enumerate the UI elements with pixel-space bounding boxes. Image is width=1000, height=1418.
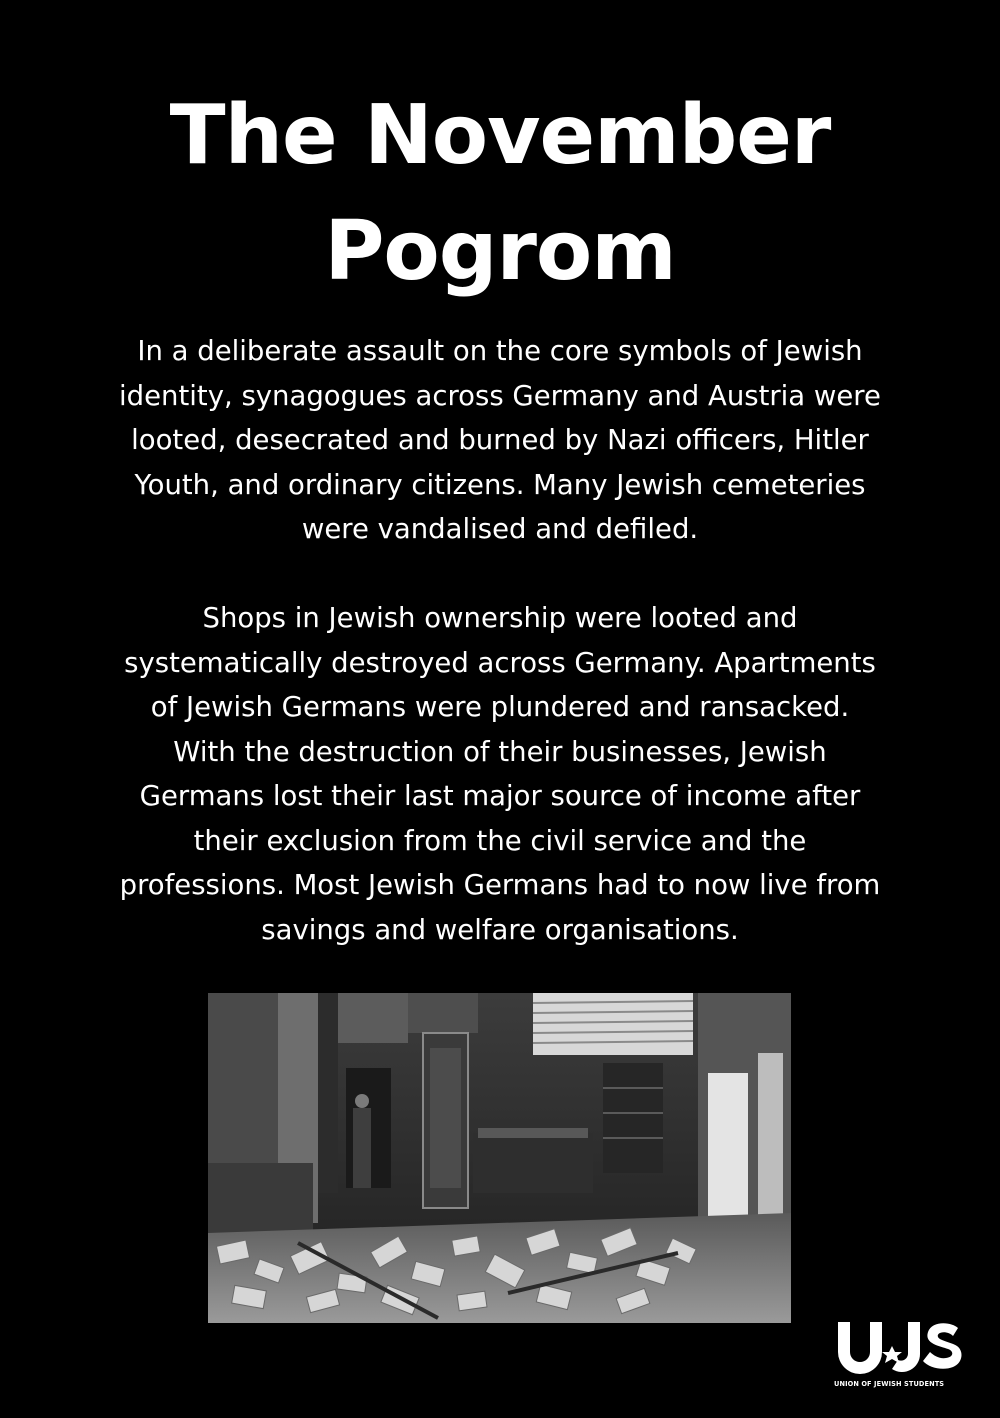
paragraph-line: With the destruction of their businesses, Jewish xyxy=(173,735,827,768)
title-line-1: The November xyxy=(169,88,831,183)
paragraph-line: looted, desecrated and burned by Nazi officers, Hitler xyxy=(131,424,869,456)
paragraph-line: their exclusion from the civil service and the xyxy=(193,824,807,857)
photo-illustration xyxy=(208,993,791,1323)
paragraph-line: savings and welfare organisations. xyxy=(261,913,739,946)
ujs-logo-caption: UNION OF JEWISH STUDENTS xyxy=(834,1380,945,1388)
paragraph-line: Germans lost their last major source of income after xyxy=(139,780,861,812)
paragraph-shops xyxy=(80,596,920,952)
paragraph-line: systematically destroyed across Germany. Apartments xyxy=(124,646,876,679)
ujs-logo-mark xyxy=(834,1318,968,1376)
paragraph-line: Shops in Jewish ownership were looted and xyxy=(202,602,798,634)
paragraph-line: Youth, and ordinary citizens. Many Jewish cemeteries xyxy=(134,468,866,501)
paragraph-line: were vandalised and defiled. xyxy=(301,513,699,545)
ujs-logo xyxy=(834,1318,968,1393)
paragraph-line: In a deliberate assault on the core symbols of Jewish xyxy=(137,335,863,367)
paragraph-line: identity, synagogues across Germany and Austria were xyxy=(119,379,881,412)
paragraph-line: of Jewish Germans were plundered and ransacked. xyxy=(150,691,850,723)
paragraph-line: professions. Most Jewish Germans had to now live from xyxy=(119,869,881,901)
historical-photo-destroyed-shop xyxy=(208,993,791,1323)
page-title xyxy=(0,78,1000,310)
paragraph-synagogues xyxy=(80,329,920,552)
title-line-2: Pogrom xyxy=(324,204,676,299)
